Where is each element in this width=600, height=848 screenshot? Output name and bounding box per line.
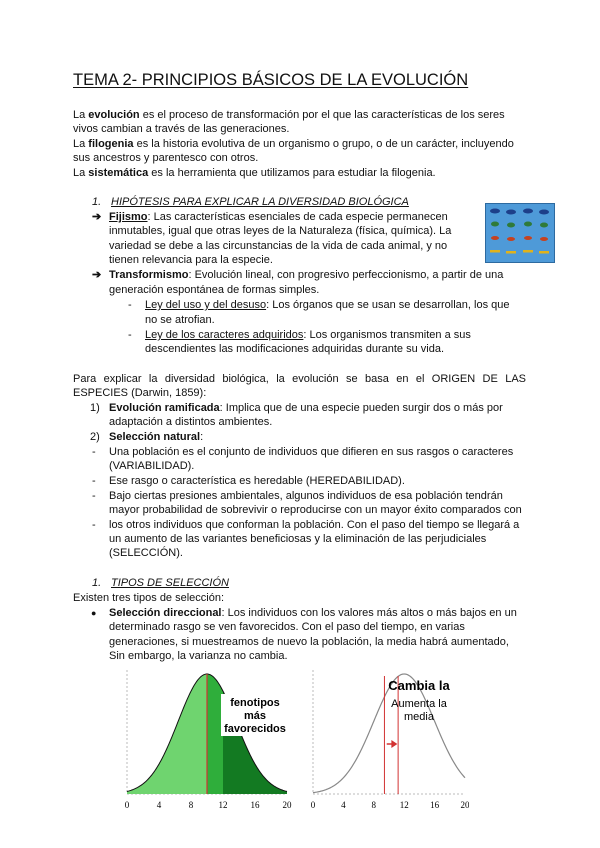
distribution-area-low xyxy=(127,674,207,794)
text-fragment: : Las características esenciales de cada especie permanecen xyxy=(147,211,448,223)
seleccion-line2: un aumento de las variantes beneficiosas y la eliminación de las perjudiciales xyxy=(109,533,487,545)
tick-label: 8 xyxy=(371,800,377,810)
tick-label: 12 xyxy=(218,800,228,810)
intro-sistematica xyxy=(73,166,436,180)
dash-bullet: - xyxy=(128,299,132,311)
dash-bullet: - xyxy=(92,490,96,502)
direccional-line3: generaciones, si muestreamos de nuevo la población, la media habrá aumentado, xyxy=(109,636,509,648)
section-heading-hipotesis: HIPÓTESIS PARA EXPLICAR LA DIVERSIDAD BIOLÓGICA xyxy=(111,196,409,208)
text-fragment: : Los órganos que se usan se desarrollan, los que xyxy=(266,299,510,311)
variabilidad-line2: (VARIABILIDAD). xyxy=(109,460,195,472)
intro-evolucion-line2: vivos cambian a través de las generaciones. xyxy=(73,123,290,135)
term-filogenia: filogenia xyxy=(88,138,134,150)
axis-tick-labels xyxy=(125,800,292,810)
fijismo-animals-image xyxy=(485,203,555,263)
distribution-area-mid xyxy=(207,674,223,794)
fijismo-line3: variedad se debe a las circunstancias de la vida de cada animal, y no xyxy=(109,240,448,252)
evolucion-ramificada-line1 xyxy=(109,401,526,415)
list-number: 2) xyxy=(90,431,100,443)
direccional-line2: determinado rasgo se ven favorecidos. Con el paso del tiempo, en varias xyxy=(109,621,465,633)
tick-label: 8 xyxy=(188,800,194,810)
fijismo-line4: tienen relevancia para la especie. xyxy=(109,254,273,266)
text-fragment: : xyxy=(200,431,204,443)
dash-bullet: - xyxy=(92,475,96,487)
tick-label: 16 xyxy=(250,800,260,810)
term-ley-uso: Ley del uso y del desuso xyxy=(145,299,267,311)
tick-label: 4 xyxy=(341,800,346,810)
section-number: 1. xyxy=(92,196,102,208)
arrow-bullet-icon: ➔ xyxy=(92,211,102,223)
term-sistematica: sistemática xyxy=(88,167,149,179)
figure-label-line1: Cambia la xyxy=(388,678,450,693)
round-bullet-icon: ● xyxy=(91,608,97,618)
tick-label: 0 xyxy=(124,800,130,810)
page-title: TEMA 2- PRINCIPIOS BÁSICOS DE LA EVOLUCIÓN xyxy=(73,71,469,89)
tick-label: 0 xyxy=(310,800,316,810)
variabilidad-line1: Una población es el conjunto de individuos que difieren en sus rasgos o caracteres xyxy=(109,446,514,458)
text-fragment: : Los individuos con los valores más altos o más bajos en un xyxy=(221,607,517,619)
text-fragment: : Los organismos transmiten a sus xyxy=(303,329,471,341)
text-fragment: es la herramienta que utilizamos para estudiar la filogenia. xyxy=(148,167,436,179)
text-fragment: La xyxy=(73,109,89,121)
ley-uso-line1 xyxy=(145,298,526,312)
evolucion-ramificada-line2: adaptación a distintos ambientes. xyxy=(109,416,273,428)
intro-evolucion xyxy=(73,108,526,122)
dash-bullet: - xyxy=(128,329,132,341)
tick-label: 16 xyxy=(430,800,440,810)
heredabilidad-line: Ese rasgo o característica es heredable (HEREDABILIDAD). xyxy=(109,475,405,487)
figure-label-line2: Aumenta la xyxy=(391,698,447,710)
figure-fenotipos-favorecidos xyxy=(117,668,295,812)
term-ley-caracteres: Ley de los caracteres adquiridos xyxy=(145,329,304,341)
text-fragment: La xyxy=(73,167,89,179)
figure-label-line1: fenotipos xyxy=(230,697,280,709)
term-fijismo: Fijismo xyxy=(109,211,148,223)
direccional-line4: Sin embargo, la varianza no cambia. xyxy=(109,650,288,662)
tipos-intro: Existen tres tipos de selección: xyxy=(73,592,225,604)
term-evolucion-ramificada: Evolución ramificada xyxy=(109,402,220,414)
term-evolucion: evolución xyxy=(88,109,140,121)
text-fragment: es la historia evolutiva de un organismo o grupo, o de un carácter, incluyendo xyxy=(133,138,514,150)
ley-uso-line2: no se atrofian. xyxy=(145,314,215,326)
dash-bullet: - xyxy=(92,519,96,531)
term-transformismo: Transformismo xyxy=(109,269,189,281)
presiones-line1: Bajo ciertas presiones ambientales, algunos individuos de esa población tendrán xyxy=(109,490,503,502)
section-number: 1. xyxy=(92,577,102,589)
darwin-intro-line2: ESPECIES (Darwin, 1859): xyxy=(73,387,207,399)
text-fragment: La xyxy=(73,138,89,150)
text-fragment: : Evolución lineal, con progresivo perfeccionismo, a partir de una xyxy=(188,269,504,281)
tick-label: 12 xyxy=(399,800,409,810)
ley-caracteres-line2: descendientes las modificaciones adquiridas durante su vida. xyxy=(145,343,445,355)
transformismo-line1 xyxy=(109,268,526,282)
section-heading-tipos: TIPOS DE SELECCIÓN xyxy=(111,577,229,589)
intro-filogenia xyxy=(73,137,526,151)
tick-label: 20 xyxy=(460,800,469,810)
seleccion-line3: (SELECCIÓN). xyxy=(109,547,183,559)
figure-cambia-media xyxy=(309,668,469,812)
direccional-line1 xyxy=(109,606,526,620)
presiones-line2: mayor probabilidad de sobrevivir o reproducirse con un mayor éxito comparados con xyxy=(109,504,522,516)
figure-label-line3: media xyxy=(404,711,434,723)
list-number: 1) xyxy=(90,402,100,414)
text-fragment: : Implica que de una especie pueden surgir dos o más por xyxy=(219,402,503,414)
transformismo-line2: generación espontánea de formas simples. xyxy=(109,284,320,296)
tick-label: 20 xyxy=(282,800,292,810)
animals-illustration xyxy=(486,204,554,262)
axis-tick-labels xyxy=(311,800,469,810)
dash-bullet: - xyxy=(92,446,96,458)
figure-label-line2: más xyxy=(243,710,267,722)
term-seleccion-direccional: Selección direccional xyxy=(109,607,222,619)
fijismo-line1 xyxy=(109,210,481,224)
seleccion-line1: los otros individuos que conforman la población. Con el paso del tiempo se llegará a xyxy=(109,519,520,531)
shift-arrowhead-icon xyxy=(391,740,397,748)
intro-filogenia-line2: sus ancestros y parentesco con otros. xyxy=(73,152,259,164)
ley-caracteres-line1 xyxy=(145,328,526,342)
seleccion-natural-heading xyxy=(109,430,203,444)
tick-label: 4 xyxy=(156,800,162,810)
fijismo-line2: inmutables, igual que otras leyes de la Naturaleza (física, química). La xyxy=(109,225,452,237)
darwin-intro-line1: Para explicar la diversidad biológica, la evolución se basa en el ORIGEN DE LAS xyxy=(73,373,526,385)
arrow-bullet-icon: ➔ xyxy=(92,269,102,281)
text-fragment: es el proceso de transformación por el que las características de los seres xyxy=(139,109,505,121)
term-seleccion-natural: Selección natural xyxy=(109,431,201,443)
figure-label-line3: favorecidos xyxy=(224,723,286,735)
